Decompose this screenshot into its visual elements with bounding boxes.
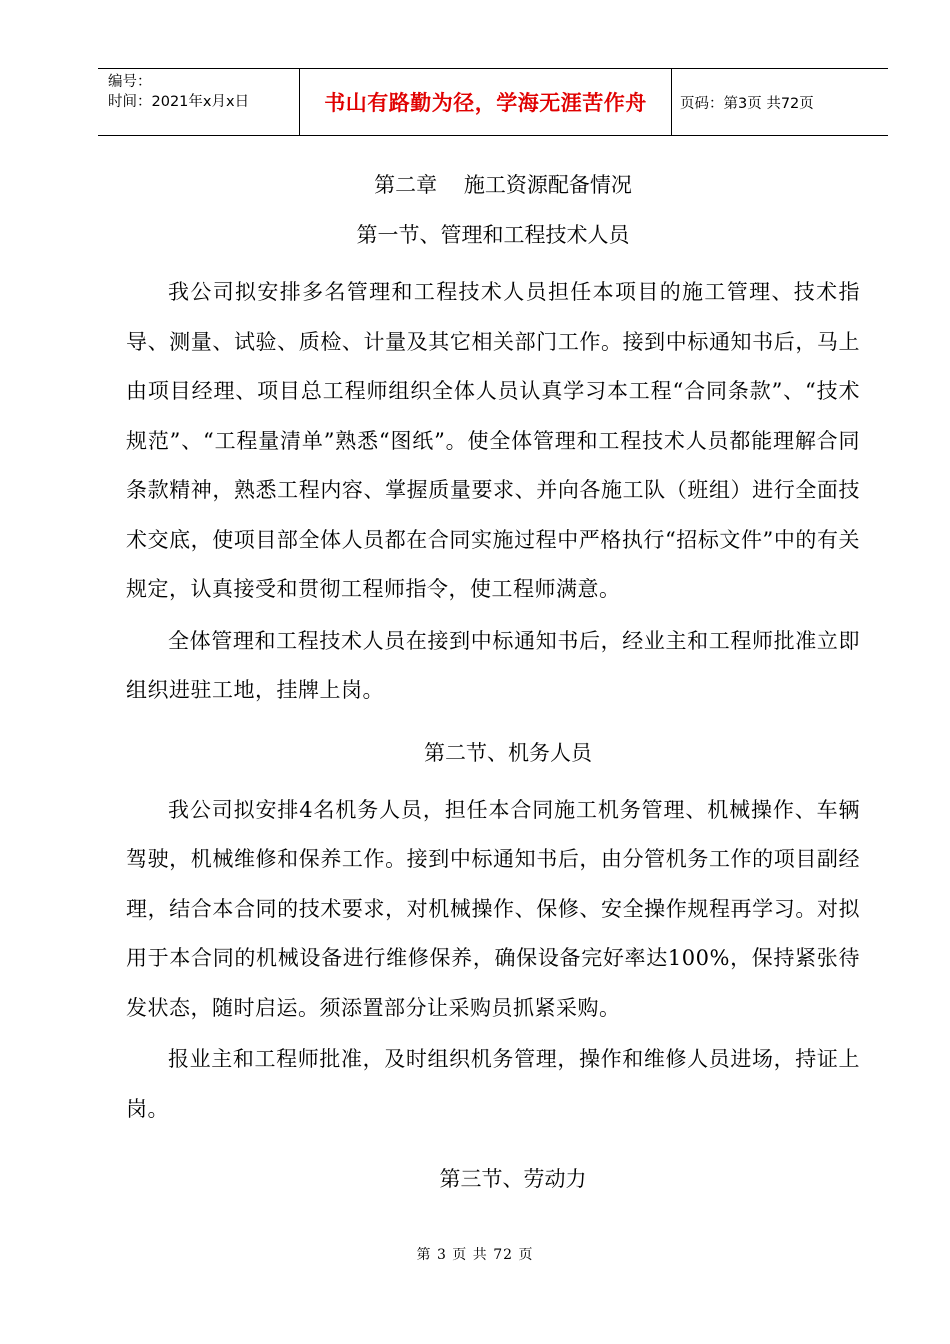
chapter-title: 第二章 施工资源配备情况	[374, 173, 632, 197]
paragraph: 我公司拟安排4名机务人员，担任本合同施工机务管理、机械操作、车辆驾驶，机械维修和保养工作。接到中标通知书后，由分管机务工作的项目副经理，结合本合同的技术要求，对机械操作、保修、安全操作规程再学习。对拟用于本合同的机械设备进行维修保养，确保设备完好率达100%，保持紧张待发状态，随时启运。须添置部分让采购员抓紧采购。	[126, 797, 860, 1020]
header-page-info: 页码：第3页 共72页	[680, 95, 814, 112]
paragraph: 全体管理和工程技术人员在接到中标通知书后，经业主和工程师批准立即组织进驻工地，挂牌上岗。	[126, 628, 860, 702]
document-number-label: 编号：	[108, 74, 152, 90]
document-body	[126, 160, 860, 1194]
document-header	[98, 68, 888, 136]
paragraph: 报业主和工程师批准，及时组织机务管理，操作和维修人员进场，持证上岗。	[126, 1047, 860, 1121]
header-meta-cell	[98, 69, 299, 135]
document-time-label: 时间：2021年x月x日	[108, 94, 250, 110]
section-title: 第三节、劳动力	[439, 1167, 587, 1191]
paragraph: 我公司拟安排多名管理和工程技术人员担任本项目的施工管理、技术指导、测量、试验、质检、计量及其它相关部门工作。接到中标通知书后，马上由项目经理、项目总工程师组织全体人员认真学习本工程“合同条款”、“技术规范”、“工程量清单”熟悉“图纸”。使全体管理和工程技术人员都能理解合同条款精神，熟悉工程内容、掌握质量要求、并向各施工队（班组）进行全面技术交底，使项目部全体人员都在合同实施过程中严格执行“招标文件”中的有关规定，认真接受和贯彻工程师指令，使工程师满意。	[126, 280, 860, 601]
page-footer: 第 3 页 共 72 页	[416, 1247, 534, 1263]
section-title: 第一节、管理和工程技术人员	[356, 223, 630, 247]
section-title: 第二节、机务人员	[424, 740, 592, 765]
header-motto: 书山有路勤为径，学海无涯苦作舟	[299, 69, 672, 135]
